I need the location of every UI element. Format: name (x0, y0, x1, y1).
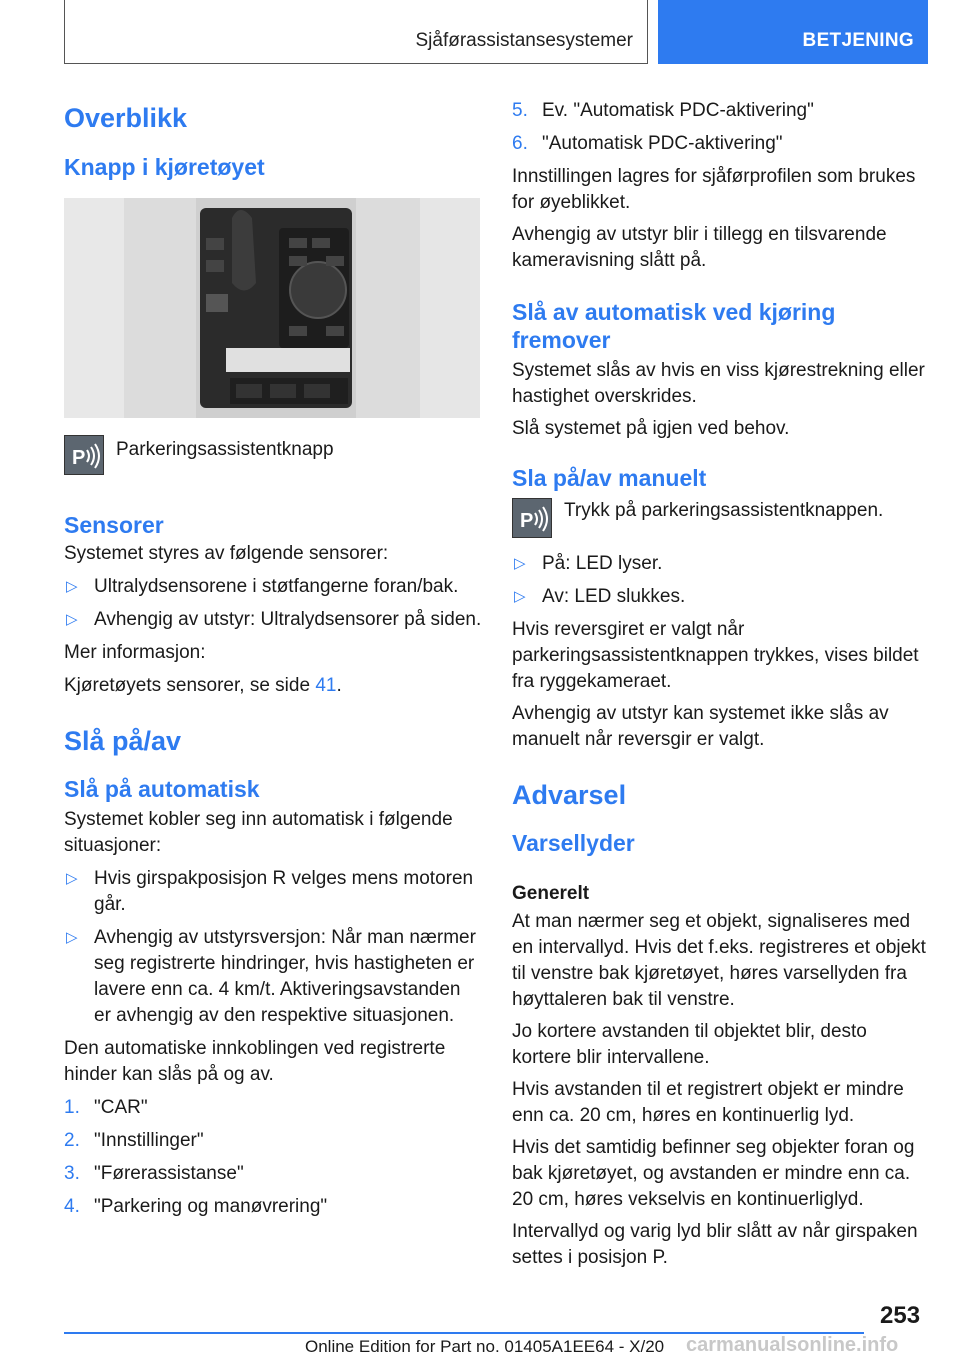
heading-varsellyder: Varsellyder (512, 830, 635, 856)
general-para-3: Hvis avstanden til et registrert objekt er mindre enn ca. 20 cm, høres en kontinuerlig lyd. (512, 1079, 904, 1126)
parking-assist-button-icon (512, 498, 552, 538)
manual-caption: Trykk på parkeringsassistentknappen. (564, 500, 884, 521)
sensorer-intro: Systemet styres av følgende sensorer: (64, 543, 389, 564)
step-item: 1. "CAR" (64, 1097, 148, 1118)
auto-list (64, 866, 482, 1029)
step-item: 6. "Automatisk PDC-aktivering" (512, 133, 783, 154)
heading-manuelt: Sla på/av manuelt (512, 465, 707, 491)
list-item: ▷ Avhengig av utstyr: Ultralydsensorer på siden. (64, 607, 482, 633)
general-para-1: At man nærmer seg et objekt, signaliseres med en intervallyd. Hvis det f.eks. registreres et objekt til venstre bak kjøretøyet, høres varsellyden fra høyttaleren bak til venstre. (512, 911, 926, 1010)
list-item: ▷ Hvis girspakposisjon R velges mens motoren går. (66, 868, 474, 915)
off-para-1: Systemet slås av hvis en viss kjørestrekning eller hastighet overskrides. (512, 360, 925, 407)
right-column (512, 98, 930, 1271)
mer-info-label: Mer informasjon: (64, 642, 206, 663)
svg-text:P: P (520, 510, 534, 532)
svg-text:P: P (72, 447, 86, 469)
off-para-2: Slå systemet på igjen ved behov. (512, 418, 790, 439)
chapter-tab (658, 0, 928, 64)
list-item: ▷ Avhengig av utstyrsversjon: Når man nærmer seg registrerte hindringer, hvis hastigheten er lavere enn ca. 4 km/t. Aktiveringsavstanden er avhengig av den respektive situasjonen. (66, 927, 476, 1026)
camera-note: Avhengig av utstyr blir i tillegg en tilsvarende kameravisning slått på. (512, 224, 887, 271)
triangle-bullet-icon: ▷ (514, 588, 526, 605)
page-header (64, 0, 928, 64)
section-title: Sjåførassistansesystemer (415, 30, 633, 51)
heading-sla-av-automatisk: Slå av automatisk ved kjøring fremover (512, 299, 836, 353)
general-para-5: Intervallyd og varig lyd blir slått av når girspaken settes i posisjon P. (512, 1221, 918, 1268)
center-console-photo (64, 198, 480, 418)
manual-button-legend (512, 498, 930, 544)
led-list (512, 551, 930, 610)
step-item: 4. "Parkering og manøvrering" (64, 1196, 328, 1217)
heading-knapp: Knapp i kjøretøyet (64, 154, 265, 180)
chapter-tab-label: BETJENING (802, 30, 914, 51)
parking-assist-button-icon (64, 435, 104, 475)
list-item: ▷ Ultralydsensorene i støtfangerne foran/bak. (64, 574, 482, 600)
left-column (64, 100, 482, 1220)
triangle-bullet-icon: ▷ (66, 870, 78, 887)
mer-info-reference: Kjøretøyets sensorer, se side 41. (64, 675, 342, 696)
step-item: 3. "Førerassistanse" (64, 1163, 244, 1184)
triangle-bullet-icon: ▷ (66, 611, 78, 628)
heading-overblikk: Overblikk (64, 103, 188, 133)
triangle-bullet-icon: ▷ (66, 929, 78, 946)
heading-advarsel: Advarsel (512, 780, 627, 810)
step-item: 5. Ev. "Automatisk PDC-aktivering" (512, 100, 814, 121)
step-item: 2. "Innstillinger" (64, 1130, 204, 1151)
triangle-bullet-icon: ▷ (514, 555, 526, 572)
sensorer-list (64, 574, 482, 633)
menu-steps-left (64, 1095, 482, 1220)
section-title-box (64, 0, 648, 64)
heading-generelt: Generelt (512, 883, 590, 904)
menu-steps-right (512, 98, 930, 157)
edition-text: Online Edition for Part no. 01405A1EE64 - X/20 (305, 1337, 665, 1356)
button-caption: Parkeringsassistentknapp (116, 439, 334, 460)
heading-sensorer: Sensorer (64, 512, 164, 538)
button-legend (64, 435, 482, 481)
list-item: ▷ Av: LED slukkes. (512, 584, 930, 610)
heading-sla-pa-av: Slå på/av (64, 726, 182, 756)
heading-sla-pa-automatisk: Slå på automatisk (64, 776, 260, 802)
general-para-2: Jo kortere avstanden til objektet blir, desto kortere blir intervallene. (512, 1021, 867, 1068)
watermark: carmanualsonline.info (686, 1334, 899, 1356)
triangle-bullet-icon: ▷ (66, 578, 78, 595)
profile-note: Innstillingen lagres for sjåførprofilen som brukes for øyeblikket. (512, 166, 916, 213)
reverse-para-1: Hvis reversgiret er valgt når parkeringsassistentknappen trykkes, vises bildet fra ryggekameraet. (512, 619, 919, 692)
general-para-4: Hvis det samtidig befinner seg objekter foran og bak kjøretøyet, og avstanden er mindre enn ca. 20 cm, høres vekselvis en kontinuerliglyd. (512, 1137, 915, 1210)
page-number: 253 (880, 1302, 921, 1329)
console-illustration (64, 198, 480, 418)
auto-outro: Den automatiske innkoblingen ved registrerte hinder kan slås på og av. (64, 1038, 446, 1085)
list-item: ▷ På: LED lyser. (512, 551, 930, 577)
auto-intro: Systemet kobler seg inn automatisk i følgende situasjoner: (64, 809, 453, 856)
page-reference-link[interactable]: 41 (315, 675, 337, 696)
reverse-para-2: Avhengig av utstyr kan systemet ikke slås av manuelt når reversgir er valgt. (512, 703, 889, 750)
